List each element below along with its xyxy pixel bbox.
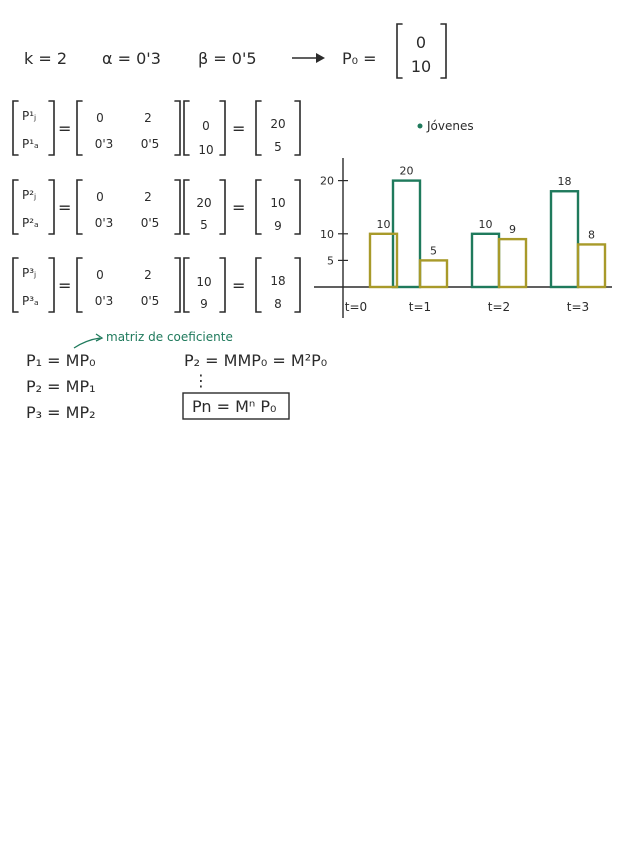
bar-value-label: 10 — [478, 217, 493, 231]
p-adultos-label: P¹ₐ — [22, 137, 39, 151]
equals-sign: = — [58, 198, 72, 217]
matrix-equation-step-3 — [13, 258, 300, 312]
bar-t=2-series-1 — [499, 239, 526, 287]
equals-sign: = — [232, 119, 246, 138]
coefficient-matrix-annotation: matriz de coeficiente — [106, 330, 233, 344]
bar-t=1-series-1 — [420, 260, 447, 287]
legend-dot-icon — [418, 124, 423, 129]
x-tick-label: t=3 — [566, 300, 590, 314]
output-vector-bottom: 5 — [274, 140, 282, 154]
p0-value-bottom: 10 — [410, 57, 432, 76]
bar-value-label: 9 — [509, 223, 516, 237]
beta-value: β = 0'5 — [198, 49, 257, 68]
legend-label: Jóvenes — [427, 119, 474, 133]
equals-sign: = — [232, 276, 246, 295]
annotation-arrow-icon — [74, 334, 102, 348]
p0-vector — [397, 24, 446, 78]
matrix-cell: 0'3 — [94, 216, 114, 230]
input-vector-top: 0 — [202, 119, 210, 133]
bar-value-label: 18 — [557, 175, 572, 189]
bar-value-label: 5 — [430, 244, 437, 258]
p-jovenes-label: P¹ⱼ — [22, 109, 37, 123]
output-vector-top: 18 — [270, 274, 286, 288]
arrow-right-icon — [292, 53, 325, 63]
matrix-equation-step-1 — [13, 101, 300, 157]
matrix-cell: 0'5 — [140, 216, 160, 230]
matrix-cell: 0 — [96, 111, 104, 125]
y-tick-label: 10 — [320, 227, 334, 241]
p0-label: P₀ = — [342, 49, 377, 68]
k-value: k = 2 — [24, 49, 68, 68]
y-tick-label: 20 — [320, 174, 334, 188]
input-vector-bottom: 9 — [200, 297, 208, 311]
input-vector-top: 20 — [196, 196, 212, 210]
general-formula: Pn = Mⁿ P₀ — [192, 397, 277, 416]
bar-value-label: 20 — [399, 164, 414, 178]
p-jovenes-label: P³ⱼ — [22, 266, 37, 280]
output-vector-top: 20 — [270, 117, 286, 131]
matrix-cell: 0'5 — [140, 294, 160, 308]
output-vector-bottom: 8 — [274, 297, 282, 311]
recurrence-2: P₂ = MP₁ — [26, 377, 96, 396]
matrix-equation-step-2 — [13, 180, 300, 234]
recurrence-1: P₁ = MP₀ — [26, 351, 96, 370]
output-vector-bottom: 9 — [274, 219, 282, 233]
equals-sign: = — [232, 198, 246, 217]
x-tick-label: t=2 — [487, 300, 511, 314]
bar-value-label: 8 — [588, 228, 595, 242]
matrix-cell: 0 — [96, 268, 104, 282]
equals-sign: = — [58, 276, 72, 295]
recurrence-3: P₃ = MP₂ — [26, 403, 96, 422]
expansion-equation: P₂ = MMP₀ = M²P₀ — [184, 351, 328, 370]
matrix-cell: 2 — [144, 268, 152, 282]
matrix-cell: 0 — [96, 190, 104, 204]
matrix-cell: 0'3 — [94, 137, 114, 151]
p-adultos-label: P²ₐ — [22, 216, 39, 230]
input-vector-top: 10 — [196, 275, 212, 289]
x-tick-label: t=0 — [344, 300, 368, 314]
output-vector-top: 10 — [270, 196, 286, 210]
vertical-ellipsis: ⋮ — [193, 371, 209, 390]
x-tick-label: t=1 — [408, 300, 432, 314]
bar-t=2-series-0 — [472, 234, 499, 287]
y-tick-label: 5 — [327, 254, 334, 268]
input-vector-bottom: 10 — [198, 143, 214, 157]
p-jovenes-label: P²ⱼ — [22, 188, 37, 202]
matrix-cell: 2 — [144, 190, 152, 204]
alpha-value: α = 0'3 — [102, 49, 161, 68]
matrix-cell: 2 — [144, 111, 152, 125]
matrix-cell: 0'3 — [94, 294, 114, 308]
p-adultos-label: P³ₐ — [22, 294, 39, 308]
bar-value-label: 10 — [376, 217, 391, 231]
input-vector-bottom: 5 — [200, 218, 208, 232]
equals-sign: = — [58, 119, 72, 138]
p0-value-top: 0 — [415, 33, 427, 52]
population-bar-chart — [314, 119, 612, 318]
bar-t=3-series-1 — [578, 244, 605, 287]
matrix-cell: 0'5 — [140, 137, 160, 151]
bar-t=3-series-0 — [551, 191, 578, 287]
